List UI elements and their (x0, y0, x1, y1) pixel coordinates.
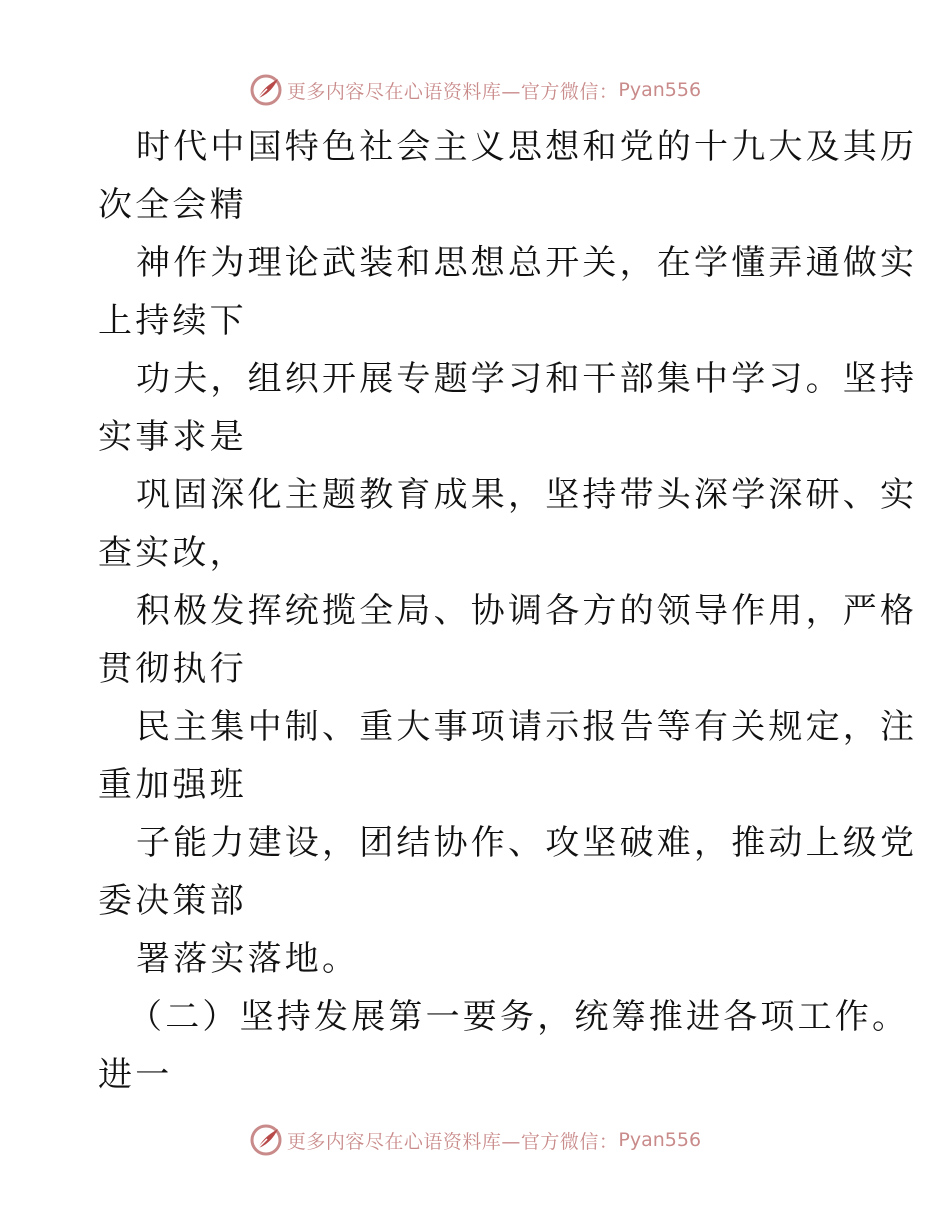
text-line: 进一 (98, 1055, 173, 1095)
feather-pen-logo-icon (249, 73, 283, 107)
text-line: 民主集中制、重大事项请示报告等有关规定，注 (136, 707, 918, 747)
text-line: 署落实落地。 (136, 939, 360, 979)
document-body (98, 118, 918, 1104)
text-line: 实事求是 (98, 417, 247, 457)
header-watermark (0, 70, 950, 110)
watermark-text: 更多内容尽在心语资料库—官方微信： (286, 1130, 619, 1153)
watermark-text: 更多内容尽在心语资料库—官方微信： (286, 80, 619, 103)
feather-pen-logo-icon (249, 1123, 283, 1157)
text-line: 神作为理论武装和思想总开关，在学懂弄通做实 (136, 243, 918, 283)
text-line: 积极发挥统揽全局、协调各方的领导作用，严格 (136, 591, 918, 631)
watermark-wechat-id: Pyan556 (618, 79, 702, 101)
footer-watermark (0, 1120, 950, 1160)
text-line: 时代中国特色社会主义思想和党的十九大及其历 (136, 127, 918, 167)
section-heading-line: （二）坚持发展第一要务，统筹推进各项工作。 (128, 997, 910, 1037)
text-line: 重加强班 (98, 765, 247, 805)
text-line: 次全会精 (98, 185, 247, 225)
text-line: 子能力建设，团结协作、攻坚破难，推动上级党 (136, 823, 918, 863)
text-line: 上持续下 (98, 301, 247, 341)
text-line: 贯彻执行 (98, 649, 247, 689)
text-line: 委决策部 (98, 881, 247, 921)
text-line: 巩固深化主题教育成果，坚持带头深学深研、实 (136, 475, 918, 515)
text-line: 功夫，组织开展专题学习和干部集中学习。坚持 (136, 359, 918, 399)
text-line: 查实改， (98, 533, 247, 573)
watermark-wechat-id: Pyan556 (618, 1129, 702, 1151)
